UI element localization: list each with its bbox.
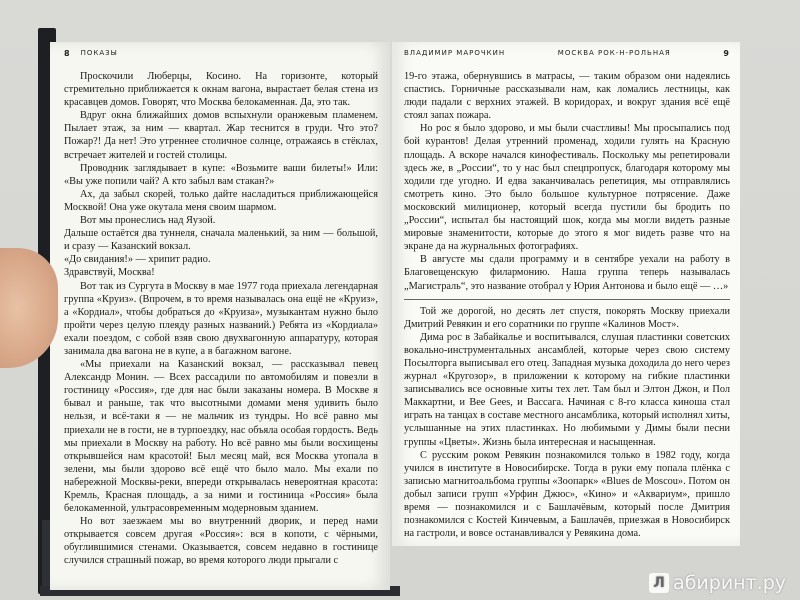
- paragraph: Вот так из Сургута в Москву в мае 1977 года приехала легендарная группа «Круиз». (Впрочем, в то время называлась она ещё не «Круиз», а «Кордиал», чтобы добраться до «Круиза», музыкантам нужно было пройти через целую плеяду разных названий.) Ребята из «Кордиала» ехали поездом, с собой взяв свою двухвагонную аппаратуру, которая занимала два вагона не в купе, а в багажном вагоне.: [64, 280, 378, 357]
- left-running-head: [64, 48, 378, 58]
- paragraph: Дима рос в Забайкалье и воспитывался, слушая пластинки советских вокально-инструментальных ансамблей, которые через свою систему Посылторга выписывал его отец. Западная музыка доходила до него через журнал «Кругозор», в приложении к которому на гибкие пластинки записывались все основные хиты тех лет. Там был и Элтон Джон, и Пол Маккартни, и Bee Gees, и Вассага. Начиная с 8-го класса киноша стал играть на танцах в составе местного ансамблика, который исполнял хиты, услышанные на этих пластинках. Но любимыми у Димы были песни группы «Цветы». Жизнь была интересная и насыщенная.: [404, 331, 730, 448]
- right-page-number: 9: [723, 48, 730, 58]
- right-page-text: [404, 70, 730, 540]
- paragraph: Но вот заезжаем мы во внутренний дворик, и перед нами открывается совсем другая «Россия»: вся в копоти, с чёрными, обуглившимися стенами. Оказывается, совсем недавно в гостинице случился страшный пожар, во время которого люди прыгали с: [64, 516, 378, 567]
- paragraph: Но рос я было здорово, и мы были счастливы! Мы просыпались под бой курантов! Делая утренний променад, ходили гулять на Красную площадь. А вскоре начался кинофестиваль. Поскольку мы репетировали здесь же, в „России“, то у нас был спецпропуск, благодаря которому мы ходили где угодно. И едва заканчивалась репетиция, мы отправлялись смотреть кино. Это было большое культурное потрясение. Даже московский милиционер, который всегда пустили бы бродить по „России“, испытал бы настоящий шок, когда мы могли видеть разные мировые знаменитости, которые до этого я мог видеть разве что на экране да на журнальных фотографиях.: [404, 123, 730, 253]
- paragraph: Вдруг окна ближайших домов вспыхнули оранжевым пламенем. Пылает этаж, за ним — квартал. Жар теснится в груди. Что это? Пожар?! Да нет! Это утреннее столичное солнце, отражаясь в стёклах, встречает жителей и гостей столицы.: [64, 110, 378, 161]
- paragraph: «До свидания!» — хрипит радио.: [64, 254, 211, 266]
- watermark-text: абиринт.ру: [673, 572, 786, 594]
- left-running-head-title: ПОКАЗЫ: [80, 49, 118, 57]
- paragraph: С русским роком Ревякин познакомился только в 1982 году, когда учился в институте в Новосибирске. Тогда в руки ему попала плёнка с записью магнитоальбома группы «Зоопарк» «Blues de Moscou». Потом он добыл записи групп «Урфин Джюс», «Кино» и «Аквариум», пришло время — познакомился и с Башлачёвым, который после Дмитрия познакомился с Костей Кинчевым, а Башлачёв, приезжая в Новосибирск на гастроли, и вовсе останавливался у Ревякина дома.: [404, 449, 730, 540]
- paragraph: Той же дорогой, но десять лет спустя, покорять Москву приехали Дмитрий Ревякин и его соратники по группе «Калинов Мост».: [404, 305, 730, 330]
- left-page: [50, 42, 390, 590]
- paragraph: Вот мы пронеслись над Яузой.: [80, 215, 216, 227]
- watermark: [649, 572, 786, 594]
- paragraph: В августе мы сдали программу и в сентябре уехали на работу в Благовещенскую филармонию. Наша группа теперь называлась „Магистраль“, это название отобрал у Юрия Антонова и было ещё — …»: [404, 254, 730, 292]
- left-page-text: [64, 70, 378, 568]
- right-running-head: [404, 48, 730, 58]
- paragraph: Ах, да забыл скорей, только дайте насладиться приближающейся Москвой! Она уже окутала меня своим шармом.: [64, 188, 378, 213]
- right-running-head-author: ВЛАДИМИР МАРОЧКИН: [404, 49, 506, 57]
- paragraph: Проскочили Люберцы, Косино. На горизонте, который стремительно приближается к окнам вагона, вырастает белая стена из красавцев домов. Говорят, что Москва белокаменная. Да, это так.: [64, 71, 378, 109]
- section-divider: [404, 299, 730, 300]
- paragraph: «Мы приехали на Казанский вокзал, — рассказывал певец Александр Монин. — Всех рассадили по автомобилям и повезли в гостиницу «Россия», где для нас были заказаны номера. В Москве я бывал и раньше, так что высотными домами меня удивить было нельзя, и всё-таки я — не мальчик из тундры. Но всё равно мы приехали не в гости, не в турпоездку, нас объяла особая гордость. Ведь мы приехали в Москву на работу. Но всё равно мы были восхищены открывшейся нам красотой! Был месяц май, вся Москва утопала в зелени, мы были здорово всё ещё что было мало. Мы ехали по набережной Москвы-реки, впереди открывалась невероятная красота: Кремль, Красная площадь, а за ними и гостиница «Россия» была белокаменной, ультрасовременным модерновым зданием.: [64, 359, 378, 515]
- paragraph: Проводник заглядывает в купе: «Возьмите ваши билеты!» Или: «Вы уже попили чай? А кто забыл вам стакан?»: [64, 162, 378, 187]
- right-running-head-title: МОСКВА РОК-Н-РОЛЬНАЯ: [557, 49, 671, 57]
- paragraph: Дальше остаётся два туннеля, сначала маленький, за ним — большой, и сразу — Казанский вокзал.: [64, 228, 378, 253]
- left-page-number: 8: [64, 48, 71, 58]
- paragraph: 19-го этажа, обернувшись в матрасы, — таким образом они надеялись спастись. Горничные рассказывали нам, как ломались лестницы, как люди падали с верхних этажей. В коридорах, и вокруг здания всё ещё стоял запах пожара.: [404, 71, 730, 122]
- paragraph: Здравствуй, Москва!: [64, 267, 155, 279]
- watermark-logo-icon: Л: [649, 573, 669, 593]
- right-page: [392, 42, 740, 546]
